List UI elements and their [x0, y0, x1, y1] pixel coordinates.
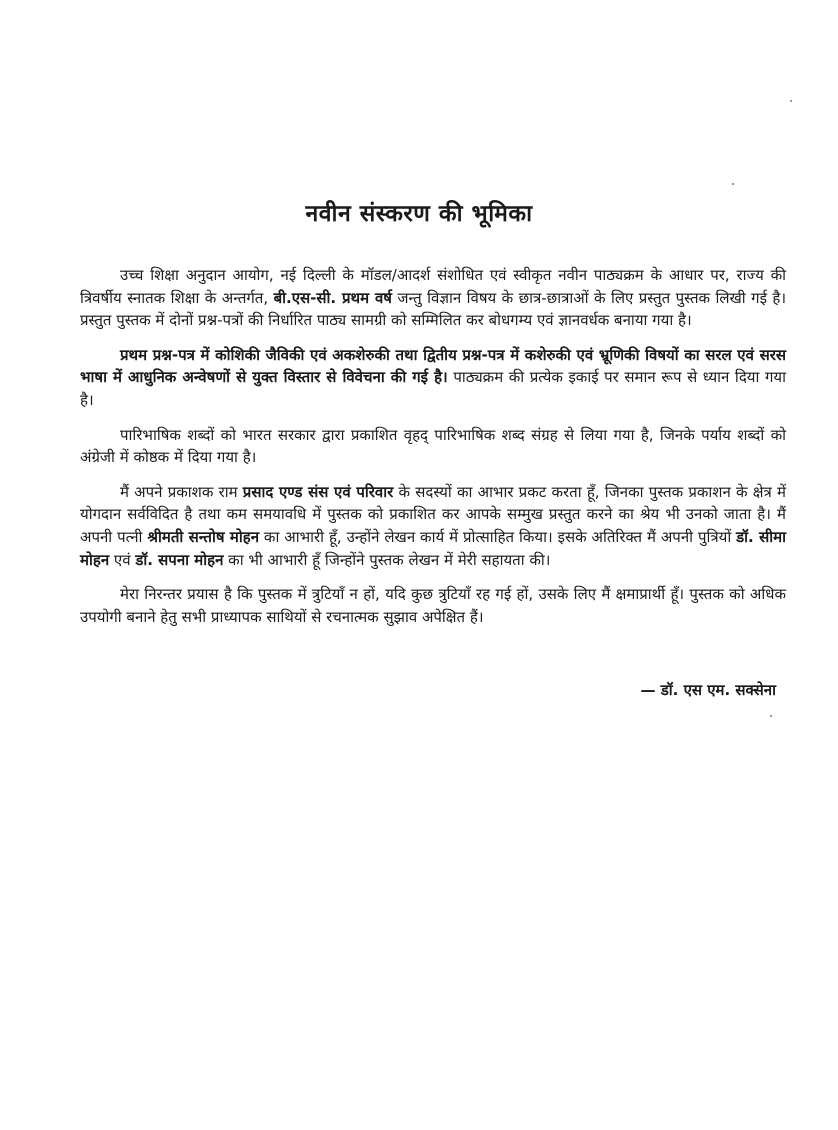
- text-segment: मैं अपने प्रकाशक राम: [120, 482, 243, 501]
- bold-text: श्रीमती सन्तोष मोहन: [147, 527, 260, 546]
- text-segment: उच्च शिक्षा अनुदान आयोग, नई दिल्ली के मॉडल/आदर्श संशोधित एवं स्वीकृत नवीन पाठ्यक्रम के आधार पर, राज्य की त्रिवर्षीय स्नातक शिक्षा के अन्तर्गत,: [80, 266, 786, 307]
- bold-text: डॉ. सीमा मोहन: [80, 527, 786, 569]
- preface-body: [80, 264, 786, 640]
- author-signature: — डॉ. एस एम. सक्सेना: [640, 681, 776, 699]
- text-segment: का आभारी हूँ, उन्होंने लेखन कार्य में प्रोत्साहित किया। इसके अतिरिक्त मैं अपनी पुत्रियों: [259, 527, 737, 546]
- page-title: नवीन संस्करण की भूमिका: [305, 201, 533, 227]
- scan-speck: [732, 183, 734, 185]
- paragraph: [80, 344, 786, 412]
- scan-speck: [790, 100, 792, 102]
- text-segment: का भी आभारी हूँ जिन्होंने पुस्तक लेखन में मेरी सहायता की।: [223, 550, 551, 569]
- bold-text: प्रथम प्रश्न-पत्र में कोशिकी जैविकी एवं अकशेरुकी तथा द्वितीय प्रश्न-पत्र में कशेरुकी एवं भ्रूणिकी विषयों का सरल एवं सरस भाषा में आधुनिक अन्वेषणों से युक्त विस्तार से विवेचना की गई है।: [80, 345, 786, 387]
- text-segment: के सदस्यों का आभार प्रकट करता हूँ, जिनका पुस्तक प्रकाशन के क्षेत्र में योगदान सर्वविदित है तथा कम समयावधि में पुस्तक को प्रकाशित कर आपके सम्मुख प्रस्तुत करने का श्रेय भी उनको जाता है। मैं अपनी पत्नी: [80, 482, 786, 546]
- bold-text: बी.एस-सी. प्रथम वर्ष: [273, 288, 392, 307]
- paragraph: [80, 481, 786, 571]
- text-segment: एवं: [109, 550, 136, 569]
- text-segment: पारिभाषिक शब्दों को भारत सरकार द्वारा प्रकाशित वृहद् पारिभाषिक शब्द संग्रह से लिया गया है, जिनके पर्याय शब्दों को अंग्रेजी में कोष्ठक में दिया गया है।: [80, 425, 786, 467]
- paragraph: [80, 424, 786, 469]
- scan-speck: [770, 715, 772, 717]
- text-segment: पाठ्यक्रम की प्रत्येक इकाई पर समान रूप से ध्यान दिया गया है।: [80, 368, 786, 409]
- paragraph: [80, 264, 786, 332]
- bold-text: प्रसाद एण्ड संस एवं परिवार: [242, 482, 394, 501]
- text-segment: मेरा निरन्तर प्रयास है कि पुस्तक में त्रुटियाँ न हों, यदि कुछ त्रुटियाँ रह गई हों, उसके लिए मैं क्षमाप्रार्थी हूँ। पुस्तक को अधिक उपयोगी बनाने हेतु सभी प्राध्यापक साथियों से रचनात्मक सुझाव अपेक्षित हैं।: [80, 585, 786, 626]
- paragraph: [80, 583, 786, 628]
- bold-text: डॉ. सपना मोहन: [135, 550, 224, 569]
- text-segment: जन्तु विज्ञान विषय के छात्र-छात्राओं के लिए प्रस्तुत पुस्तक लिखी गई है। प्रस्तुत पुस्तक में दोनों प्रश्न-पत्रों की निर्धारित पाठ्य सामग्री को सम्मिलित कर बोधगम्य एवं ज्ञानवर्धक बनाया गया है।: [80, 288, 787, 330]
